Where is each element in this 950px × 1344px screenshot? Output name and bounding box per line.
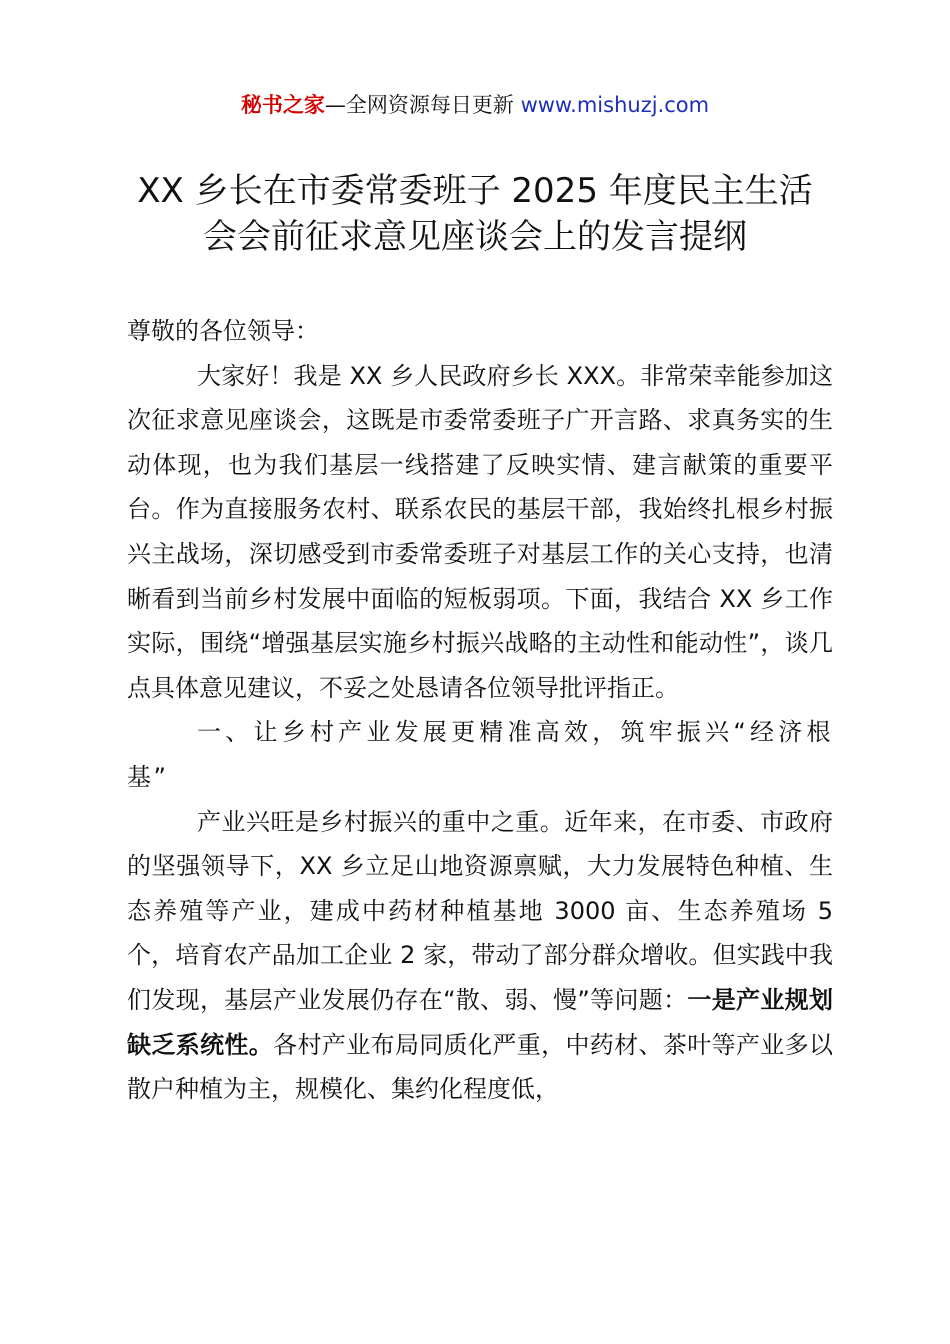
brand-name: 秘书之家 xyxy=(240,93,325,117)
title-line-1: XX 乡长在市委常委班子 2025 年度民主生活 xyxy=(137,171,813,211)
header-tagline: —全网资源每日更新 xyxy=(324,93,521,117)
title-line-2: 会会前征求意见座谈会上的发言提纲 xyxy=(203,217,747,257)
section-1-text-b: 各村产业布局同质化严重，中药材、茶叶等产业多以散户种植为主，规模化、集约化程度低， xyxy=(127,1030,834,1104)
salutation: 尊敬的各位领导： xyxy=(127,317,319,345)
document-title xyxy=(100,168,850,260)
section-1-bold-point: 一是产业规划缺乏系统性。 xyxy=(127,985,833,1059)
site-header xyxy=(0,88,950,122)
site-url-link[interactable]: www.mishuzj.com xyxy=(520,93,710,117)
section-1-text-a: 产业兴旺是乡村振兴的重中之重。近年来，在市委、市政府的坚强领导下，XX 乡立足山地资源禀赋，大力发展特色种植、生态养殖等产业，建成中药材种植基地 3000 亩、生态养殖场 5 个，培育农产品加工企业 2 家，带动了部分群众增收。但实践中我们发现，基层产业发展仍存在“散、弱、慢”等问题： xyxy=(127,807,833,1014)
section-1-paragraph xyxy=(127,800,833,1112)
document-body xyxy=(127,309,833,1112)
intro-paragraph: 大家好！我是 XX 乡人民政府乡长 XXX。非常荣幸能参加这次征求意见座谈会，这既是市委常委班子广开言路、求真务实的生动体现，也为我们基层一线搭建了反映实情、建言献策的重要平台。作为直接服务农村、联系农民的基层干部，我始终扎根乡村振兴主战场，深切感受到市委常委班子对基层工作的关心支持，也清晰看到当前乡村发展中面临的短板弱项。下面，我结合 XX 乡工作实际，围绕“增强基层实施乡村振兴战略的主动性和能动性”，谈几点具体意见建议，不妥之处恳请各位领导批评指正。 xyxy=(127,361,833,702)
section-1-heading: 一、让乡村产业发展更精准高效，筑牢振兴“经济根基” xyxy=(127,718,833,791)
